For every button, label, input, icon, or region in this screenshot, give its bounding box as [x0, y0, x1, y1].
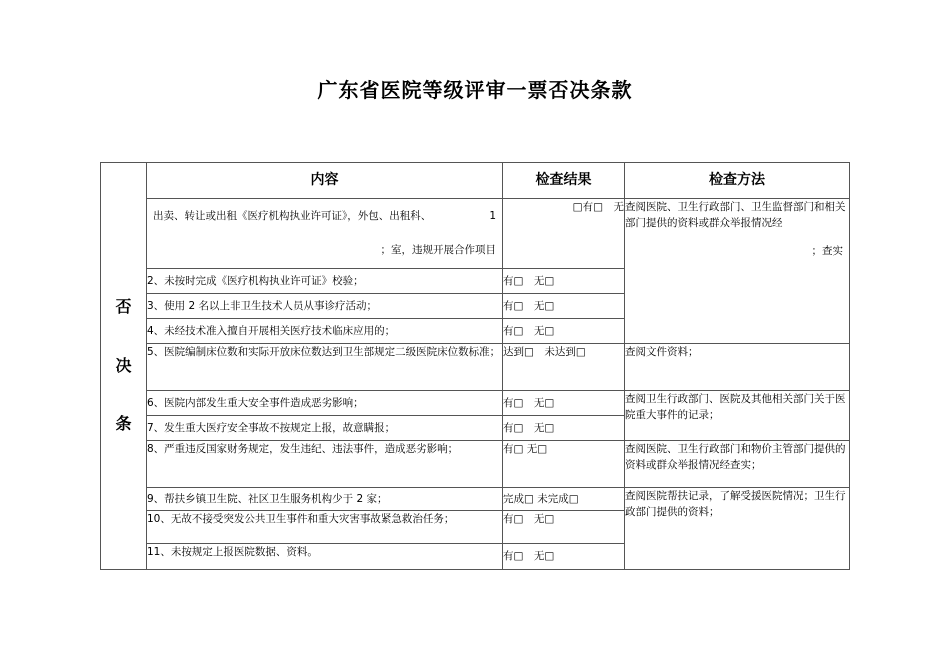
result-cell: 有□ 无□ — [503, 544, 625, 570]
content-cell — [147, 199, 503, 269]
table-row — [101, 344, 850, 391]
result-cell: 有□ 无□ — [503, 294, 625, 319]
method-cell: 查阅医院、卫生行政部门和物价主管部门提供的资料或群众举报情况经查实； — [625, 441, 850, 488]
content-cell: 5、医院编制床位数和实际开放床位数达到卫生部规定二级医院床位数标准； — [147, 344, 503, 391]
content-cell: 10、无故不接受突发公共卫生事件和重大灾害事故紧急救治任务； — [147, 511, 503, 544]
result-cell: 达到□ 未达到□ — [503, 344, 625, 391]
method-cell: 查阅医院帮扶记录，了解受援医院情况；卫生行政部门提供的资料； — [625, 488, 850, 570]
content-cell: 4、未经技术准入擅自开展相关医疗技术临床应用的； — [147, 319, 503, 344]
result-cell: 有□ 无□ — [503, 269, 625, 294]
page-title: 广东省医院等级评审一票否决条款 — [317, 78, 633, 102]
result-cell: 有□ 无□ — [503, 319, 625, 344]
table-row — [101, 488, 850, 511]
table-header-row — [101, 163, 850, 199]
table-row — [101, 199, 850, 269]
header-method: 检查方法 — [625, 163, 850, 199]
method-cell: 查阅卫生行政部门、医院及其他相关部门关于医院重大事件的记录； — [625, 391, 850, 441]
table-row — [101, 441, 850, 488]
header-result: 检查结果 — [503, 163, 625, 199]
result-cell: 完成□ 未完成□ — [503, 488, 625, 511]
content-cell: 9、帮扶乡镇卫生院、社区卫生服务机构少于 2 家； — [147, 488, 503, 511]
header-content: 内容 — [147, 163, 503, 199]
result-cell: □有□ 无 — [503, 199, 625, 269]
content-cell: 7、发生重大医疗安全事故不按规定上报，故意瞒报； — [147, 416, 503, 441]
table-row — [101, 391, 850, 416]
method-text: 查阅医院、卫生行政部门、卫生监督部门和相关部门提供的资料或群众举报情况经 — [625, 201, 846, 230]
veto-clause-table — [100, 162, 850, 570]
content-number: 1 — [489, 210, 496, 222]
content-cell: 2、未按时完成《医疗机构执业许可证》校验； — [147, 269, 503, 294]
method-cell — [625, 199, 850, 344]
side-label-char: 条 — [115, 414, 132, 434]
content-text-continued: ；室，违规开展合作项目 — [380, 243, 496, 256]
result-cell: 有□ 无□ — [503, 391, 625, 416]
content-cell: 3、使用 2 名以上非卫生技术人员从事诊疗活动； — [147, 294, 503, 319]
side-label-cell — [101, 163, 147, 570]
method-cell: 查阅文件资料； — [625, 344, 850, 391]
content-text: 出卖、转让或出租《医疗机构执业许可证》，外包、出租科、 — [153, 210, 432, 222]
side-label-char: 决 — [115, 355, 132, 375]
method-text-tail: ；查实 — [811, 245, 843, 257]
result-cell: 有□ 无□ — [503, 441, 625, 488]
result-cell: 有□ 无□ — [503, 511, 625, 544]
content-cell: 11、未按规定上报医院数据、资料。 — [147, 544, 503, 570]
content-cell: 6、医院内部发生重大安全事件造成恶劣影响； — [147, 391, 503, 416]
side-label-char: 否 — [115, 296, 132, 316]
result-cell: 有□ 无□ — [503, 416, 625, 441]
content-cell: 8、严重违反国家财务规定，发生违纪、违法事件，造成恶劣影响； — [147, 441, 503, 488]
